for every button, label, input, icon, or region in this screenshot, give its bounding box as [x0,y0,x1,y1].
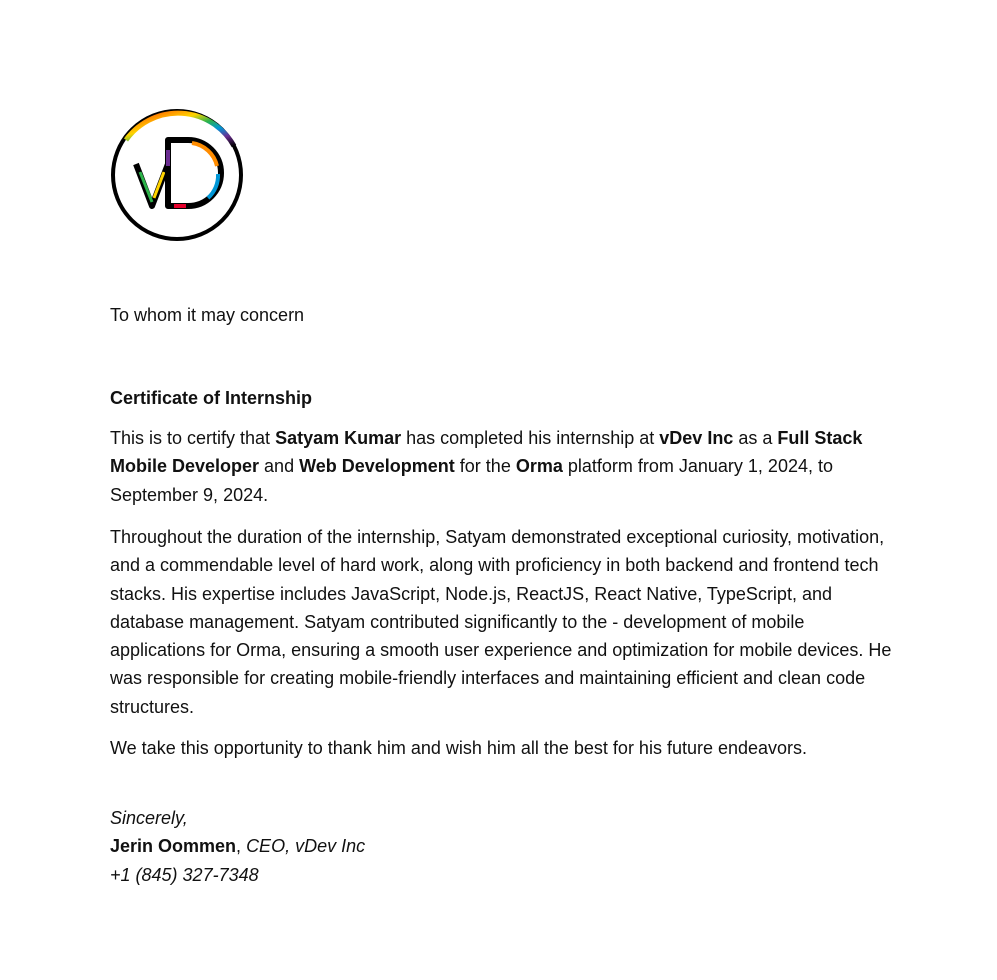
intern-name: Satyam Kumar [275,428,402,448]
p1-text-2: has completed his internship at [401,428,660,448]
sign-off: Sincerely, [110,808,188,828]
certificate-title: Certificate of Internship [110,388,313,408]
p1-text-1: This is to certify that [110,428,276,448]
p1-text-5: for the [454,456,516,477]
p1-text-3: as a [733,428,778,448]
p1-text-6: platform from January 1, 2024, to September 9, 2024. [110,456,833,505]
signature-block [110,804,365,889]
p1-text-4: and [259,456,300,477]
paragraph-certification [110,424,870,509]
signer-name: Jerin Oommen [110,836,237,857]
paragraph-thanks: We take this opportunity to thank him and wish him all the best for his future endeavors. [110,738,808,758]
signer-line [110,832,365,860]
salutation: To whom it may concern [110,305,305,325]
paragraph-performance: Throughout the duration of the internship, Satyam demonstrated exceptional curiosity, motivation, and a commendable level of hard work, along with proficiency in both backend and frontend tech stacks. His expertise includes JavaScript, Node.js, ReactJS, React Native, TypeScript, and database management. Satyam contributed significantly to the - development of mobile applications for Orma, ensuring a smooth user experience and optimization for mobile devices. He was responsible for creating mobile-friendly interfaces and maintaining efficient and clean code structures. [110,527,892,717]
role-title-2: Web Development [299,456,455,477]
role-title: Full Stack Mobile Developer [110,428,863,477]
platform-name: Orma [515,456,563,477]
signer-separator: , [236,836,247,857]
signer-title: CEO, vDev Inc [246,836,366,857]
company-name: vDev Inc [659,428,734,448]
vdev-logo [108,106,246,244]
signer-phone: +1 (845) 327-7348 [110,864,259,885]
